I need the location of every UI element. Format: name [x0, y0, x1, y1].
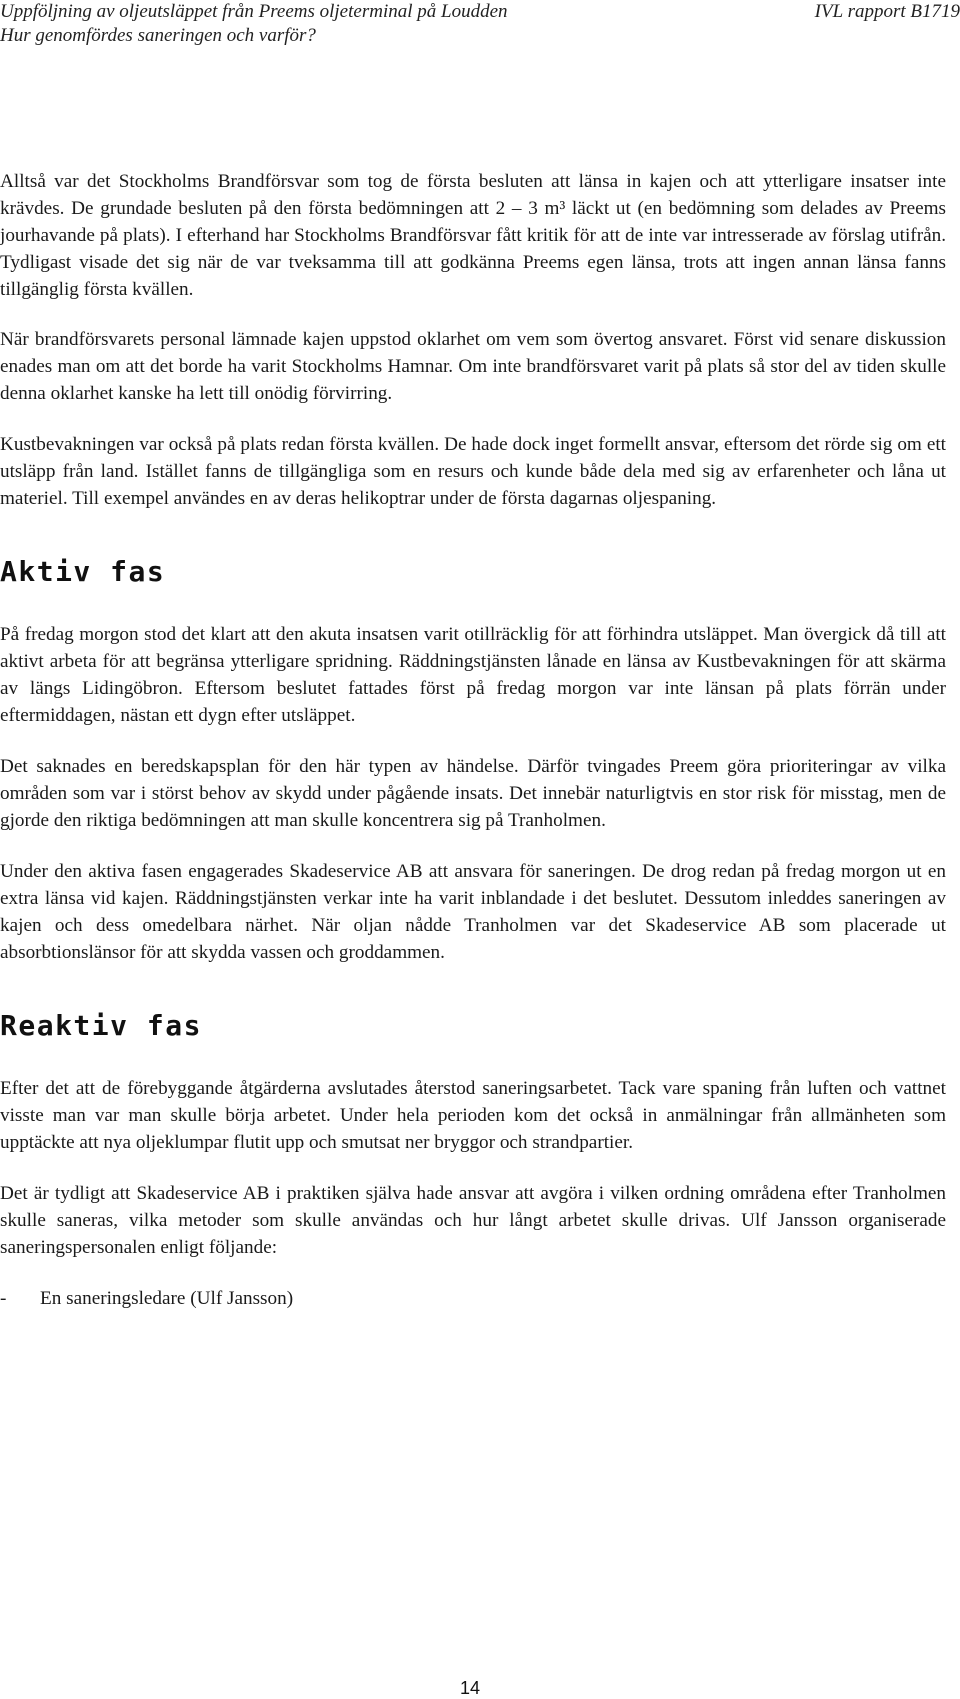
section-heading-reaktiv-fas: Reaktiv fas — [0, 1009, 202, 1042]
header-report-number — [815, 0, 960, 24]
paragraph: På fredag morgon stod det klart att den akuta insatsen varit otillräcklig för att förhindra utsläppet. Man övergick då till att aktivt arbeta för att begränsa ytterligare spridning. Räddningstjänsten lånade en länsa av Kustbevakningen för att skärma av längs Lidingöbron. Eftersom beslutet fattades först på fredag morgon var inte länsan på plats förrän under eftermiddagen, nästan ett dygn efter utsläppet. — [0, 624, 946, 726]
page-header — [0, 0, 960, 48]
paragraph: Kustbevakningen var också på plats redan första kvällen. De hade dock inget formellt ansvar, eftersom det rörde sig om ett utsläpp från land. Istället fanns de tillgängliga som en resurs och kunde både dela med sig av erfarenheter och låna ut materiel. Till exempel användes en av deras helikoptrar under de första dagarnas oljespaning. — [0, 434, 946, 509]
list-marker: - — [0, 1288, 7, 1309]
list-item — [0, 1285, 946, 1312]
document-body — [0, 168, 946, 1312]
section-heading-aktiv-fas: Aktiv fas — [0, 555, 166, 588]
paragraph: Det är tydligt att Skadeservice AB i praktiken själva hade ansvar att avgöra i vilken ordning områdena efter Tranholmen skulle saneras, vilka metoder som skulle användas och hur långt arbetet skulle drivas. Ulf Jansson organiserade saneringspersonalen enligt följande: — [0, 1183, 946, 1258]
paragraph: Under den aktiva fasen engagerades Skadeservice AB att ansvara för saneringen. De drog redan på fredag morgon ut en extra länsa vid kajen. Räddningstjänsten verkar inte ha varit inblandade i det beslutet. Dessutom inleddes saneringen av kajen och dess omedelbara närhet. När oljan nådde Tranholmen var det Skadeservice AB som placerade ut absorbtionslänsor för att skydda vassen och groddammen. — [0, 861, 946, 963]
header-title — [0, 0, 508, 48]
page-number: 14 — [460, 1678, 481, 1698]
paragraph: Alltså var det Stockholms Brandförsvar som tog de första besluten att länsa in kajen och att ytterligare insatser inte krävdes. De grundade besluten på den första bedömningen att 2 – 3 m³ läckt ut (en bedömning som delades av Preems jourhavande på plats). I efterhand har Stockholms Brandförsvar fått kritik för att de inte var intresserade av förslag utifrån. Tydligast visade det sig när de var tveksamma till att godkänna Preems egen länsa, trots att ingen annan länsa fanns tillgänglig första kvällen. — [0, 171, 946, 300]
header-title-line-1: Uppföljning av oljeutsläppet från Preems oljeterminal på Loudden — [0, 1, 508, 22]
list-item-text: En saneringsledare (Ulf Jansson) — [40, 1288, 294, 1309]
paragraph: När brandförsvarets personal lämnade kajen uppstod oklarhet om vem som övertog ansvaret. Först vid senare diskussion enades man om att det borde ha varit Stockholms Hamnar. Om inte brandförsvaret varit på plats så stor del av tiden skulle denna oklarhet kanske ha lett till onödig förvirring. — [0, 329, 946, 404]
paragraph: Det saknades en beredskapsplan för den här typen av händelse. Därför tvingades Preem göra prioriteringar av vilka områden som var i störst behov av skydd under pågående insats. Det innebär naturligtvis en stor risk för misstag, men de gjorde den riktiga bedömningen att man skulle koncentrera sig på Tranholmen. — [0, 756, 946, 831]
header-title-line-2: Hur genomfördes saneringen och varför? — [0, 25, 316, 46]
report-number-text: IVL rapport B1719 — [814, 1, 960, 22]
paragraph: Efter det att de förebyggande åtgärderna avslutades återstod saneringsarbetet. Tack vare spaning från luften och vattnet visste man var man skulle börja arbetet. Under hela perioden kom det också in anmälningar från allmänheten som upptäckte att nya oljeklumpar flutit upp och smutsat ner bryggor och strandpartier. — [0, 1078, 946, 1153]
